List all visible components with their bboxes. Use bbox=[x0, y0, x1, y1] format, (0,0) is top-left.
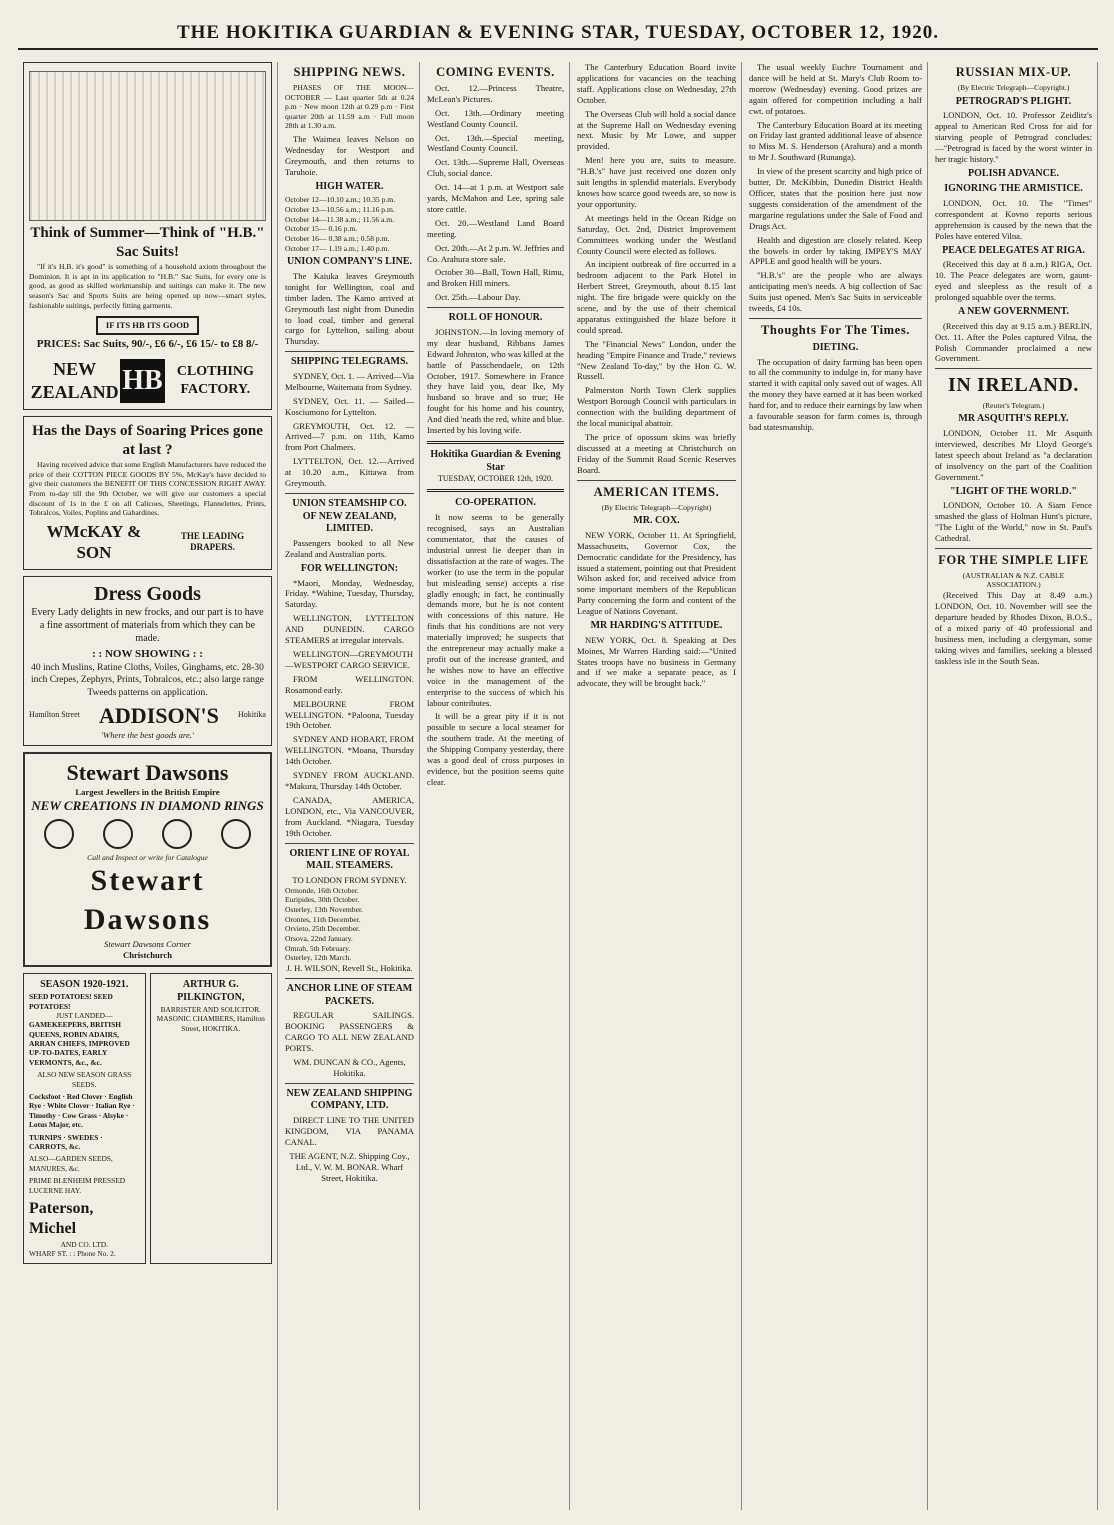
addison-body: Every Lady delights in new frocks, and our part is to have a fine assortment of materials from which they can be made. bbox=[31, 607, 264, 644]
union-head: UNION COMPANY'S LINE. bbox=[286, 256, 413, 268]
mckay-name: WMcKAY & SON bbox=[46, 521, 142, 563]
peace-head: PEACE DELEGATES AT RIGA. bbox=[942, 244, 1085, 256]
orient-item: Euripides, 30th October. bbox=[285, 895, 360, 905]
news-para: The Canterbury Education Board at its meeting on Friday last granted additional leave of absence to Miss M. S. Henderson (Arahura) and a month to Mr J. Southward (Runanga). bbox=[749, 119, 922, 163]
orient-sub: TO LONDON FROM SYDNEY. bbox=[292, 874, 407, 885]
paper-date: TUESDAY, OCTOBER 12th, 1920. bbox=[438, 474, 553, 484]
orient-item: Osterley, 12th March. bbox=[285, 953, 352, 963]
american1-head: MR. COX. bbox=[633, 515, 680, 527]
shipping-head: SHIPPING NEWS. bbox=[293, 65, 406, 79]
news-para: Palmerston North Town Clerk supplies Westport Borough Council with particulars in connection with the building department of the local municipal abattoir. bbox=[577, 385, 736, 429]
mixup1-head: PETROGRAD'S PLIGHT. bbox=[955, 95, 1072, 107]
route: WELLINGTON, LYTTELTON AND DUNEDIN. CARGO STEAMERS at irregular intervals. bbox=[285, 613, 414, 646]
season-item: ALSO—GARDEN SEEDS, MANURES, &c. bbox=[29, 1154, 113, 1173]
event: October 30—Ball, Town Hall, Rimu, and Broken Hill miners. bbox=[427, 267, 564, 289]
news-para: An incipient outbreak of fire occurred in a bedroom adjacent to the Park Hotel in Herbert Street, Greymouth, about 8.15 last night. The fire brigade were quickly on the scene, and by the use of their chemical apparatus extinguished the blaze before it could spread. bbox=[577, 259, 736, 335]
thoughts-body: The occupation of dairy farming has been open to all the community to indulge in, for many have started it with capital only saved out of wages. All the money they have earned at it has been worked hard for, and to reduce their earnings by law when a favourable season for farm comes is, through bad statesmanship. bbox=[749, 356, 922, 432]
ireland2: LONDON, October 10. A Siam Fence smashed the glass of Holman Hunt's picture, "The Light of the World," now in St. Paul's Cathedral. bbox=[935, 500, 1092, 544]
high-water-head: HIGH WATER. bbox=[315, 180, 384, 192]
addison-loc2: Hokitika bbox=[237, 710, 266, 720]
addison-ad bbox=[23, 576, 272, 746]
column-local-news bbox=[572, 62, 742, 1510]
news-para: At meetings held in the Ocean Ridge on Saturday, Oct. 2nd, District Improvement Committees working under the Westland County Council were elected as follows. bbox=[577, 212, 736, 256]
telegram: GREYMOUTH, Oct. 12. — Arrived—7 p.m. on 11th, Kamo from Port Chalmers. bbox=[285, 420, 414, 453]
wellington-list: *Maori, Monday, Wednesday, Friday. *Wahine, Tuesday, Thursday, Saturday. bbox=[285, 577, 414, 610]
route: SYDNEY FROM AUCKLAND. *Makura, Thursday 14th October. bbox=[285, 770, 414, 791]
sd-sub: Largest Jewellers in the British Empire bbox=[75, 787, 220, 798]
hb-body: "If it's H.B. it's good" is something of a household axiom throughout the Dominion. It is apt in its application to "H.B." Sac Suits, for every one is good, as good as skilled workmanship and suitings can make it. The new season's Sac and Sports Suits are being opened up now—smart styles, fashionable suitings, perfectly fitting garments. bbox=[29, 262, 266, 310]
simple-sub: (AUSTRALIAN & N.Z. CABLE ASSOCIATION.) bbox=[962, 570, 1065, 590]
paterson-addr: WHARF ST. : : Phone No. 2. bbox=[29, 1248, 116, 1258]
paterson-sub: AND CO. LTD. bbox=[60, 1239, 108, 1249]
addison-loc1: Hamilton Street bbox=[29, 710, 80, 720]
nzsc-body: DIRECT LINE TO THE UNITED KINGDOM, VIA PANAMA CANAL. bbox=[285, 1115, 414, 1147]
thoughts-head: Thoughts For The Times. bbox=[760, 322, 911, 337]
hb-right: CLOTHING FACTORY. bbox=[176, 364, 254, 398]
orient-head: ORIENT LINE OF ROYAL MAIL STEAMERS. bbox=[289, 847, 410, 872]
anchor-head: ANCHOR LINE OF STEAM PACKETS. bbox=[286, 982, 413, 1007]
ireland2-head: "LIGHT OF THE WORLD." bbox=[950, 485, 1077, 497]
coop-head: CO-OPERATION. bbox=[455, 497, 536, 509]
ring-icon bbox=[44, 819, 74, 849]
telegram: SYDNEY, Oct. 11. — Sailed—Kosciumono for Lyttelton. bbox=[285, 395, 414, 417]
moon-phases: PHASES OF THE MOON—OCTOBER — Last quarter 5th at 0.24 p.m · New moon 12th at 0.29 p.m · First quarter 20th at 11.59 a.m · Full moon 28th at 1.30 a.m. bbox=[285, 82, 414, 131]
american-head: AMERICAN ITEMS. bbox=[593, 484, 720, 499]
season-item: JUST LANDED— bbox=[56, 1010, 113, 1020]
masthead: THE HOKITIKA GUARDIAN & EVENING STAR, TUESDAY, OCTOBER 12, 1920. bbox=[18, 22, 1098, 50]
addison-headline: Dress Goods bbox=[94, 582, 201, 605]
addison-slogan: 'Where the best goods are.' bbox=[101, 729, 194, 740]
hb-headline: Think of Summer—Think of "H.B." Sac Suits! bbox=[30, 225, 265, 261]
event: Oct. 13th.—Supreme Hall, Overseas Club, social dance. bbox=[427, 157, 564, 179]
route: MELBOURNE FROM WELLINGTON. *Paloona, Tuesday 19th October. bbox=[285, 698, 414, 731]
sd-line: NEW CREATIONS IN DIAMOND RINGS bbox=[31, 798, 264, 814]
season-ad bbox=[23, 973, 146, 1264]
ussc-body: Passengers booked to all New Zealand and Australian ports. bbox=[285, 538, 414, 559]
events-head: COMING EVENTS. bbox=[436, 65, 555, 79]
column-editorial bbox=[422, 62, 570, 1510]
telegrams-head: SHIPPING TELEGRAMS. bbox=[290, 356, 409, 368]
hb-suits-ad bbox=[23, 62, 272, 410]
men-illustration bbox=[29, 71, 266, 221]
ring-row bbox=[30, 819, 265, 849]
union-body: The Kaiuka leaves Greymouth tonight for Wellington, coal and timber laden. The Kamo arrived at Greymouth last night from Dunedin to load coal, timber and general cargo for Lyttelton, sailing about Thursday. bbox=[285, 270, 414, 347]
honour-body: JOHNSTON.—In loving memory of my dear husband, Ribbans James Edward Johnston, who was killed at the battle of Passchendaele, on 12th October, 1917. Somewhere in France they have laid you, dear Ike, My husband so brave and so true; He fought for his home and his country, And died 'neath the red, white and blue. Inserted by his loving wife. bbox=[427, 326, 564, 436]
gov-head: A NEW GOVERNMENT. bbox=[957, 306, 1070, 318]
news-para: "H.B.'s" are the people who are always anticipating men's needs. A big collection of Sac Suits just opened. Men's Sac Suits in serviceable tweeds, £4 10s. bbox=[749, 270, 922, 314]
column-local-2 bbox=[744, 62, 928, 1510]
mixup-head: RUSSIAN MIX-UP. bbox=[955, 65, 1072, 79]
ring-icon bbox=[162, 819, 192, 849]
column-shipping bbox=[280, 62, 420, 1510]
mckay-headline: Has the Days of Soaring Prices gone at last ? bbox=[32, 422, 263, 458]
news-para: The usual weekly Euchre Tournament and dance will be held at St. Mary's Club Room to-morrow (Wednesday) evening. Good prizes are again offered for competition including a half cwt. of potatoes. bbox=[749, 62, 922, 116]
column-ads bbox=[18, 62, 278, 1510]
route: SYDNEY AND HOBART, FROM WELLINGTON. *Moana, Thursday 14th October. bbox=[285, 734, 414, 767]
orient-item: Omrah, 5th February. bbox=[285, 943, 351, 953]
mixup2-head: POLISH ADVANCE. bbox=[968, 167, 1059, 179]
sd-name: Stewart Dawsons bbox=[66, 760, 229, 786]
wellington-head: FOR WELLINGTON: bbox=[300, 562, 399, 574]
orient-item: Orontes, 11th December. bbox=[285, 914, 361, 924]
mckay-body: Having received advice that some English Manufacturers have reduced the price of their COTTON PIECE GOODS BY 5%, McKay's have decided to give their customers the BENEFIT OF THIS CONCESSION RIGHT AWAY. From to-day till the 9th October, we will give our customers a special discount of 1s in the £ on all Calicoes, Sheetings, Flannelettes, Prints, Tobralcos, Voiles, Poplins and Gabardines. bbox=[29, 459, 266, 518]
ussc-head: UNION STEAMSHIP CO. OF NEW ZEALAND, LIMITED. bbox=[292, 498, 407, 535]
american2-head: MR HARDING'S ATTITUDE. bbox=[590, 620, 723, 632]
american-sub: (By Electric Telegraph—Copyright) bbox=[601, 502, 712, 512]
addison-showing: : : NOW SHOWING : : bbox=[92, 648, 203, 661]
nzsc-head: NEW ZEALAND SHIPPING COMPANY, LTD. bbox=[286, 1087, 413, 1112]
pilkington-ad: ARTHUR G. PILKINGTON, BARRISTER AND SOLICITOR. MASONIC CHAMBERS, Hamilton Street, HOKITIKA. bbox=[150, 973, 273, 1264]
season-item: ALSO NEW SEASON GRASS SEEDS. bbox=[37, 1070, 132, 1089]
telegram: LYTTELTON, Oct. 12.—Arrived at 10.20 a.m., Kittawa from Greymouth. bbox=[285, 456, 414, 489]
mixup-sub: (By Electric Telegraph—Copyright.) bbox=[957, 82, 1070, 92]
anchor-agent: WM. DUNCAN & CO., Agents, Hokitika. bbox=[293, 1056, 406, 1078]
high-water-item: October 15— 0.16 p.m. bbox=[285, 224, 358, 234]
hb-slogan: IF ITS HB ITS GOOD bbox=[96, 316, 199, 335]
sd-logo: Stewart Dawsons bbox=[83, 864, 212, 936]
mckay-tag: THE LEADING DRAPERS. bbox=[180, 530, 245, 553]
event: Oct. 20th.—At 2 p.m. W. Jeffries and Co. Arahura store sale. bbox=[427, 242, 564, 264]
hb-left: NEW ZEALAND bbox=[30, 359, 119, 403]
coop-body: It now seems to be generally recognised, says an Australian commentator, that the causes of industrial unrest lie deeper than in dissatisfaction at the rate of wages. The worker (to use the term in the popular but misleading sense) accepts a rise gladly enough; in fact, he continually demands more, but he is not content with concessions of this nature. He finds that his conditions are not very materially improved; he suspects that the entrepreneur may actually make a profit out of the increase granted, and he wishes now to have an effective voice in the management of the enterprise to the success of which his labour contributes. bbox=[427, 512, 564, 708]
orient-agent: J. H. WILSON, Revell St., Hokitika. bbox=[286, 962, 413, 973]
paterson-name: Paterson, Michel bbox=[29, 1199, 94, 1238]
route: CANADA, AMERICA, LONDON, etc., Via VANCOUVER, from Auckland. *Niagara, Tuesday 19th October. bbox=[285, 794, 414, 838]
route: WELLINGTON—GREYMOUTH—WESTPORT CARGO SERVICE. bbox=[285, 649, 414, 670]
season-item: TURNIPS · SWEDES · CARROTS, &c. bbox=[29, 1132, 103, 1151]
ring-icon bbox=[103, 819, 133, 849]
american1: NEW YORK, October 11. At Springfield, Massachusetts, Governor Cox, the Democratic candidate for the Presidency, has issued a statement, pointing out that President Wilson asked for, and received advice from some important members of the Republican Party concerning the form and content of the League of Nations Covenant. bbox=[577, 529, 736, 617]
simple-head: FOR THE SIMPLE LIFE bbox=[938, 552, 1089, 567]
news-para: Men! here you are, suits to measure. "H.B.'s" have just received one dozen only suit lengths in splendid materials. Everybody knows how scarce good tweeds are, so now is your opportunity. bbox=[577, 155, 736, 209]
orient-item: Ormonde, 16th October. bbox=[285, 885, 359, 895]
thoughts-sub: DIETING. bbox=[812, 341, 859, 353]
season-head: SEASON 1920-1921. bbox=[40, 979, 129, 991]
high-water-item: October 16— 0.38 a.m.; 0.58 p.m. bbox=[285, 233, 390, 243]
event: Oct. 14—at 1 p.m. at Westport sale yards, McMahon and Lee, spring sale store cattle. bbox=[427, 182, 564, 214]
mixup3-head: IGNORING THE ARMISTICE. bbox=[944, 183, 1083, 195]
high-water-item: October 13—10.56 a.m.; 11.16 p.m. bbox=[285, 205, 395, 215]
honour-head: ROLL OF HONOUR. bbox=[448, 312, 543, 324]
news-para: The Canterbury Education Board invite applications for vacancies on the teaching staff. Applications close on Wednesday, 27th October. bbox=[577, 62, 736, 105]
ireland-sub: (Reuter's Telegram.) bbox=[982, 400, 1045, 410]
gov: (Received this day at 9.15 a.m.) BERLIN, Oct. 11. After the Poles captured Vilna, the Polish Commander proclaimed a new Government. bbox=[935, 320, 1092, 364]
event: Oct. 20.—Westland Land Board meeting. bbox=[427, 217, 564, 239]
ireland-head: IN IRELAND. bbox=[947, 374, 1080, 397]
season-item: SEED POTATOES! SEED POTATOES! bbox=[29, 992, 113, 1011]
sd-city: Christchurch bbox=[122, 949, 173, 960]
mixup3: LONDON, Oct. 10. The "Times" correspondent at Kovno reports serious apprehension is caused by the news that the Poles have entered Vilna. bbox=[935, 198, 1092, 241]
sd-note: Call and Inspect or write for Catalogue bbox=[87, 852, 208, 862]
orient-item: Osterley, 13th November. bbox=[285, 905, 363, 915]
ireland1-head: MR ASQUITH'S REPLY. bbox=[958, 413, 1069, 425]
simple: (Received This Day at 8.49 a.m.) LONDON, Oct. 10. November will see the departure headed by Rhodes Dixon, B.O.S., of a mixed party of 40 professional and business men, including a clergyman, some taking wives and families, seeking a blessed taskless isle in the South Seas. bbox=[935, 590, 1092, 666]
sailings: The Waimea leaves Nelson on Wednesday for Westport and Greymouth, and then returns to Taruhoie. bbox=[285, 134, 414, 177]
high-water-item: October 12—10.10 a.m.; 10.35 p.m. bbox=[285, 195, 396, 205]
event: Oct. 13th.—Ordinary meeting Westland County Council. bbox=[427, 107, 564, 129]
ring-icon bbox=[221, 819, 251, 849]
news-para: The price of opossum skins was briefly discussed at a meeting at Christchurch on Friday of the Summit Road Scenic Reserves Board. bbox=[577, 432, 736, 475]
event: Oct. 13th.—Special meeting, Westland County Council. bbox=[427, 132, 564, 154]
season-item: Cocksfoot · Red Clover · English Rye · White Clover · Italian Rye · Timothy · Cow Grass · Alsyke · Lotus Major, etc. bbox=[29, 1092, 135, 1130]
stewart-dawsons-ad bbox=[23, 752, 272, 967]
peace: (Received this day at 8 a.m.) RIGA, Oct. 10. The Peace delegates are worn, gaunt-eyed and sleepless as the result of a prolonged squabble over the terms. bbox=[935, 259, 1092, 303]
high-water-item: October 14—11.38 a.m.; 11.56 a.m. bbox=[285, 214, 395, 224]
season-item: GAMEKEEPERS, BRITISH QUEENS, ROBIN ADAIRS, ARRAN CHIEFS, IMPROVED UP-TO-DATES, EARLY VERMONTS, &c., &c. bbox=[29, 1020, 130, 1067]
american2: NEW YORK, Oct. 8. Speaking at Des Moines, Mr Warren Harding said:—"United States troops have no business in Germany and if we make a separate peace, as I advocate, they will be brought back." bbox=[577, 634, 736, 689]
sd-corner: Stewart Dawsons Corner bbox=[104, 938, 191, 949]
ireland1: LONDON, October 11. Mr Asquith interviewed, describes Mr Lloyd George's latest speech about Ireland as "a declaration of insolvency on the part of the Coalition Government." bbox=[935, 428, 1092, 482]
column-cables bbox=[930, 62, 1098, 1510]
news-para: In view of the present scarcity and high price of butter, Dr. McKibbin, Dunedin District Health Officer, states that the position here just now suggests consideration of the amendment of the margarine regulations under the Sale of Food and Drugs Act. bbox=[749, 166, 922, 231]
high-water-item: October 17— 1.19 a.m.; 1.40 p.m. bbox=[285, 243, 390, 253]
orient-item: Orsova, 22nd January. bbox=[285, 934, 353, 943]
mckay-ad bbox=[23, 416, 272, 570]
hb-logo: HB bbox=[120, 359, 164, 403]
nzsc-agent: THE AGENT, N.Z. Shipping Coy., Ltd., V. W. M. BONAR. Wharf Street, Hokitika. bbox=[289, 1150, 410, 1183]
news-para: Health and digestion are closely related. Keep the bowels in order by taking IMPEY'S MAY APPLE and good health will be yours. bbox=[749, 234, 922, 267]
route: FROM WELLINGTON. Rosamond early. bbox=[285, 673, 414, 695]
season-item: PRIME BLENHEIM PRESSED LUCERNE HAY. bbox=[29, 1176, 126, 1195]
mixup1: LONDON, Oct. 10. Professor Zeidlitz's appeal to American Red Cross for aid for starving people of Petrograd concludes:—"Petrograd is faced by the worst winter in her tragic history." bbox=[935, 110, 1092, 164]
paper-name: Hokitika Guardian & Evening Star bbox=[430, 448, 561, 473]
telegram: SYDNEY, Oct. 1. — Arrived—Via Melbourne, Waitemata from Sydney. bbox=[285, 370, 414, 392]
event: Oct. 12.—Princess Theatre, McLean's Pictures. bbox=[427, 82, 564, 104]
addison-name: ADDISON'S bbox=[99, 702, 219, 728]
news-para: The "Financial News" London, under the heading "Empire Finance and Trade," reviews "New Zealand To-day," by the Hon G. W. Russell. bbox=[577, 338, 736, 382]
addison-list: 40 inch Muslins, Ratine Cloths, Voiles, Ginghams, etc. 28-30 inch Crepes, Zephyrs, Prints, Tobralcos, etc.; also large range Tweeds patterns on application. bbox=[31, 663, 264, 698]
anchor-body: REGULAR SAILINGS. BOOKING PASSENGERS & CARGO TO ALL NEW ZEALAND PORTS. bbox=[285, 1010, 414, 1053]
event: Oct. 25th.—Labour Day. bbox=[435, 292, 521, 303]
news-para: The Overseas Club will hold a social dance at the Supreme Hall on Wednesday evening next. Music by Mr Lowe, and supper provided. bbox=[577, 108, 736, 152]
orient-item: Orvieto, 25th December. bbox=[285, 924, 361, 934]
hb-prices: PRICES: Sac Suits, 90/-, £6 6/-, £6 15/- to £8 8/- bbox=[36, 338, 259, 351]
coop-body-2: It will be a great pity if it is not possible to secure a local steamer for the southern trade. At the meeting of the Shipping Company yesterday, there was a good deal of cross purposes in evidence, but the position seems quite clear. bbox=[427, 711, 564, 787]
